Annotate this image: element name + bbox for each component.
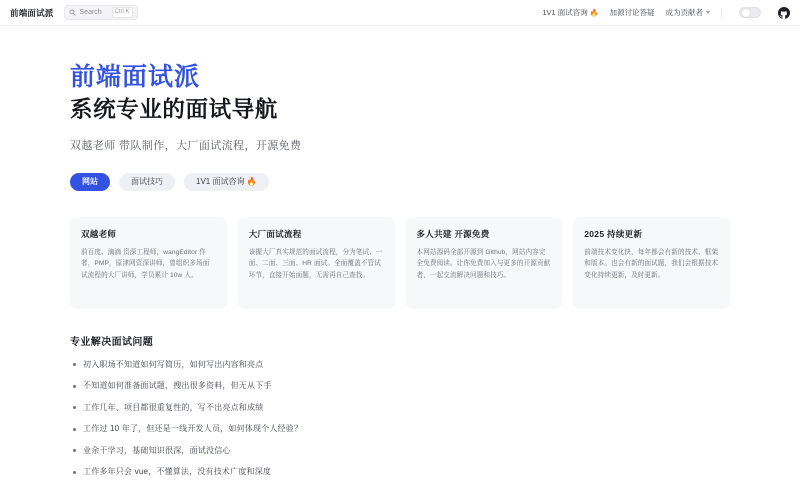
problem-list <box>70 359 730 479</box>
card-text: 前百度、滴滴 资深工程师，wangEditor 作者，PMP，原津网资深讲师，曾组织多场面试流程的大厂讲师，学员累计 10w 人。 <box>81 248 210 279</box>
search-placeholder: Search <box>79 9 102 16</box>
card-text: 该握大厂真实规范的面试流程，分为笔试、一面、二面、三面、HR 面试。全面覆盖不管试环节，直接开始面题，无需再自己查找。 <box>248 248 383 279</box>
interview-tips-button[interactable]: 面试技巧 <box>119 173 175 191</box>
feature-cards <box>70 217 730 309</box>
website-button[interactable]: 网站 <box>70 173 110 191</box>
list-item: 工作多年只会 vue，不懂算法，没有技术广度和深度 <box>70 466 730 478</box>
nav-link-discussion-label: 加源讨论答疑 <box>609 8 655 17</box>
nav-divider <box>721 8 722 18</box>
page-content <box>0 26 800 478</box>
hero-buttons <box>70 173 730 191</box>
list-item: 工作几年、项目都很重复性的，写不出亮点和成绩 <box>70 402 730 414</box>
consult-button[interactable]: 1V1 面试咨询 🔥 <box>184 173 269 191</box>
list-item: 业余干学习，基础知识很深，面试没信心 <box>70 445 730 457</box>
feature-card <box>406 217 563 309</box>
card-title: 双越老师 <box>81 228 117 239</box>
card-text: 前端技术变化快，每年都会有新的技术、框架和版本。也会有新的面试题，我们会根据技术变化持续更新，及时更新。 <box>584 248 719 279</box>
card-text: 本网站源码全部开源到 Github，网站内容完全免费阅读。让你免费加入与更多的开源贡献者，一起交流解决问题和技巧。 <box>416 248 551 279</box>
nav-link-consult[interactable] <box>542 7 598 18</box>
site-brand[interactable]: 前端面试派 <box>10 7 54 18</box>
nav-link-contributor-label: 成为贡献者 <box>665 8 703 17</box>
list-item: 不知道如何准备面试题，搜出很多资料，但无从下手 <box>70 380 730 392</box>
search-icon <box>69 9 76 16</box>
nav-link-discussion[interactable] <box>610 7 655 18</box>
feature-card <box>238 217 395 309</box>
top-navbar <box>0 0 800 26</box>
card-title: 2025 持续更新 <box>584 228 643 239</box>
nav-link-contributor[interactable] <box>666 7 711 18</box>
nav-link-consult-label: 1V1 面试咨询 <box>542 8 588 17</box>
card-title: 大厂面试流程 <box>248 228 302 239</box>
page-subtitle-strong: 系统专业的面试导航 <box>70 97 278 123</box>
feature-card <box>70 217 227 309</box>
fire-icon: 🔥 <box>589 9 599 17</box>
page-title: 前端面试派 <box>70 63 201 91</box>
theme-toggle[interactable] <box>739 7 761 18</box>
search-input[interactable] <box>64 5 138 20</box>
hero-description: 双越老师 带队制作，大厂面试流程，开源免费 <box>70 139 302 152</box>
chevron-down-icon <box>706 11 710 14</box>
github-icon[interactable] <box>778 7 790 19</box>
list-item: 工作过 10 年了，但还是一线开发人员，如何体现个人经验？ <box>70 423 730 435</box>
card-title: 多人共建 开源免费 <box>416 228 490 239</box>
search-shortcut: Ctrl K <box>112 7 133 18</box>
list-item: 初入职场不知道如何写简历，如何写出内容和亮点 <box>70 359 730 371</box>
section-title: 专业解决面试问题 <box>70 336 154 348</box>
nav-links <box>542 7 790 19</box>
feature-card <box>573 217 730 309</box>
